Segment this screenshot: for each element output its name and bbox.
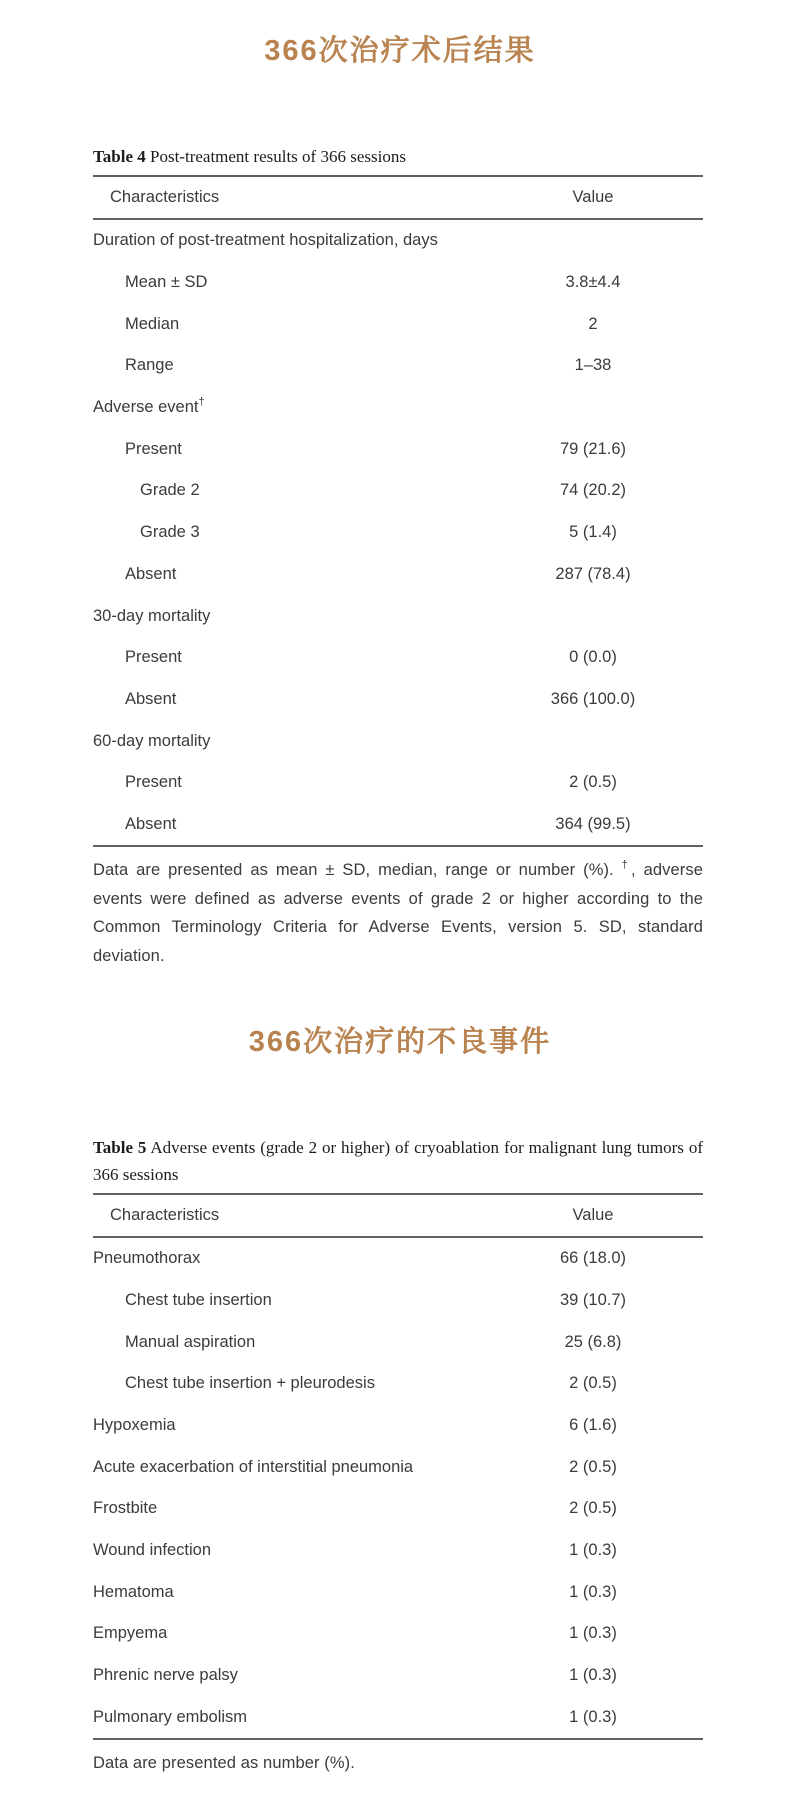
row-label: Hypoxemia: [93, 1416, 176, 1435]
row-label: Present: [125, 648, 182, 667]
table-row: [93, 1613, 703, 1655]
table4-body: [93, 219, 703, 846]
row-value: 6 (1.6): [569, 1416, 617, 1435]
row-label: Chest tube insertion: [125, 1290, 272, 1309]
table5-body: [93, 1237, 703, 1739]
table-row: [93, 720, 703, 762]
row-value: 2 (0.5): [569, 773, 617, 792]
table-row: [93, 219, 703, 262]
row-label: Grade 3: [140, 523, 200, 542]
table4-caption-text: Post-treatment results of 366 sessions: [145, 147, 406, 166]
table-row: [93, 428, 703, 470]
row-value: 364 (99.5): [555, 814, 631, 833]
row-label: Range: [125, 356, 174, 375]
table-row: [93, 1571, 703, 1613]
row-value: 1–38: [574, 356, 612, 375]
table-row: [93, 1363, 703, 1405]
row-label: Manual aspiration: [125, 1332, 256, 1351]
row-label: Duration of post-treatment hospitalization, days: [93, 231, 438, 250]
row-label: Chest tube insertion + pleurodesis: [125, 1374, 375, 1393]
row-label: Frostbite: [93, 1499, 158, 1518]
row-label: Absent: [125, 814, 177, 833]
row-label: Present: [125, 439, 182, 458]
row-value: [483, 387, 703, 429]
table-row: [93, 1237, 703, 1280]
row-value: 1 (0.3): [569, 1582, 617, 1601]
row-label: Acute exacerbation of interstitial pneumonia: [93, 1457, 414, 1476]
table5-caption: [93, 1134, 703, 1188]
table-row: [93, 595, 703, 637]
table4-header-row: [93, 176, 703, 219]
row-value: 0 (0.0): [569, 648, 617, 667]
table4: [93, 175, 703, 847]
table-row: [93, 345, 703, 387]
row-value: 366 (100.0): [550, 689, 636, 708]
row-label: Adverse event†: [93, 395, 205, 417]
table4-header-value: Value: [483, 176, 703, 219]
table4-caption: [93, 143, 703, 170]
dagger-symbol: †: [621, 858, 632, 871]
section-heading-adverse-events: 366次治疗的不良事件: [248, 1025, 552, 1058]
table-row: [93, 762, 703, 804]
row-value: 5 (1.4): [569, 523, 617, 542]
table-row: [93, 804, 703, 847]
table-row: [93, 637, 703, 679]
table-row: [93, 554, 703, 596]
table-row: [93, 303, 703, 345]
row-value: 74 (20.2): [559, 481, 627, 500]
table5-block: [93, 1134, 703, 1778]
row-value: 39 (10.7): [559, 1290, 627, 1309]
row-label: Pulmonary embolism: [93, 1707, 248, 1726]
row-label: 60-day mortality: [93, 731, 211, 750]
row-value: 2: [588, 314, 598, 333]
row-label: Wound infection: [93, 1541, 212, 1560]
row-value: 1 (0.3): [569, 1707, 617, 1726]
section-heading-post-treatment-results: 366次治疗术后结果: [264, 35, 536, 67]
row-label: Pneumothorax: [93, 1249, 201, 1268]
table4-block: [93, 143, 703, 970]
table5: [93, 1193, 703, 1740]
table-row: [93, 1321, 703, 1363]
dagger-symbol: †: [198, 395, 205, 408]
row-label: Grade 2: [140, 481, 200, 500]
row-value: 1 (0.3): [569, 1666, 617, 1685]
table5-caption-number: Table 5: [93, 1137, 147, 1157]
row-label: Mean ± SD: [125, 273, 208, 292]
table-row: [93, 1488, 703, 1530]
row-value: [483, 720, 703, 762]
row-value: 66 (18.0): [559, 1249, 627, 1268]
row-value: 2 (0.5): [569, 1457, 617, 1476]
table-row: [93, 1280, 703, 1322]
row-label: Present: [125, 773, 182, 792]
table4-footnote: Data are presented as mean ± SD, median, range or number (%). †, adverse events were defined as adverse events of grade 2 or higher according to the Common Terminology Criteria for Adverse Events, version 5. SD, standard deviation.: [93, 858, 704, 965]
row-value: 3.8±4.4: [565, 273, 621, 292]
table-row: [93, 1655, 703, 1697]
table4-header-characteristics: Characteristics: [93, 176, 483, 219]
row-label: Hematoma: [93, 1582, 174, 1601]
table-row: [93, 1697, 703, 1740]
table4-caption-number: Table 4: [93, 147, 146, 166]
row-label: Empyema: [93, 1624, 168, 1643]
row-value: 287 (78.4): [555, 564, 631, 583]
table-row: [93, 1446, 703, 1488]
table5-header-characteristics: Characteristics: [93, 1194, 483, 1237]
table5-footnote: Data are presented as number (%).: [93, 1754, 355, 1773]
table-row: [93, 387, 703, 429]
row-value: 1 (0.3): [569, 1541, 617, 1560]
table5-header-row: [93, 1194, 703, 1237]
row-value: [483, 595, 703, 637]
row-value: 2 (0.5): [569, 1374, 617, 1393]
table5-header-value: Value: [483, 1194, 703, 1237]
row-label: Median: [125, 314, 180, 333]
row-value: 1 (0.3): [569, 1624, 617, 1643]
row-value: 25 (6.8): [564, 1332, 622, 1351]
table-row: [93, 1405, 703, 1447]
row-label: Phrenic nerve palsy: [93, 1666, 238, 1685]
row-value: 2 (0.5): [569, 1499, 617, 1518]
table-row: [93, 512, 703, 554]
table-row: [93, 1530, 703, 1572]
row-label: Absent: [125, 689, 177, 708]
table-row: [93, 470, 703, 512]
table-row: [93, 679, 703, 721]
row-value: 79 (21.6): [559, 439, 627, 458]
table-row: [93, 262, 703, 304]
row-value: [483, 219, 703, 262]
table5-caption-text: Adverse events (grade 2 or higher) of cryoablation for malignant lung tumors of 366 sessions: [93, 1137, 703, 1184]
row-label: 30-day mortality: [93, 606, 211, 625]
row-label: Absent: [125, 564, 177, 583]
